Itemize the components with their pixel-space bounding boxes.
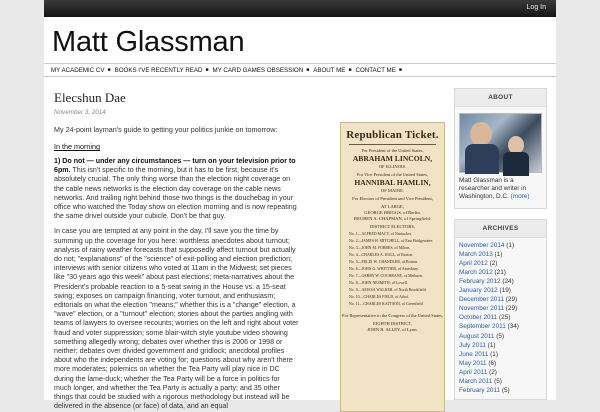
ticket-line: DISTRICT ELECTORS,: [369, 224, 416, 229]
nav-item-academic-cv[interactable]: MY ACADEMIC CV ■: [51, 66, 111, 74]
archive-link[interactable]: April 2011: [459, 368, 488, 376]
ticket-district: No. 9—AMASA WALKER, of North Brookfield.: [349, 288, 427, 292]
archive-link[interactable]: March 2013: [459, 250, 493, 258]
archive-link[interactable]: March 2011: [459, 378, 493, 386]
archive-count: (21): [494, 268, 506, 276]
post-intro: My 24-point layman's guide to getting your politics junkie on tomorrow:: [54, 125, 278, 134]
ticket-district: No. 6—JOHN G. WHITTIER, of Amesbury.: [349, 267, 419, 271]
ticket-district: No. 2—JAMES H. MITCHELL, of East Bridgewater.: [349, 239, 434, 243]
archive-count: (6): [488, 359, 497, 367]
archive-item: [459, 304, 542, 313]
archive-count: (1): [490, 350, 498, 358]
archive-count: (5): [496, 332, 505, 340]
paragraph-lead: 1) Do not — under any circumstances — turn on your television prior to 6pm.: [54, 157, 296, 175]
post-content: [54, 90, 444, 411]
about-description: Matt Glassman is a researcher and writer in Washington, D.C.: [459, 177, 527, 201]
ticket-line: For Vice President of the United States,: [356, 172, 429, 177]
ticket-vp: HANNIBAL HAMLIN,: [354, 178, 431, 187]
nav-item-contact-me[interactable]: CONTACT ME ■: [355, 66, 402, 74]
archive-count: (24): [502, 277, 514, 285]
archive-item: [459, 332, 542, 341]
archive-count: (2): [489, 368, 497, 376]
post-paragraph-2: In case you are tempted at any point in the day, I'll save you the time by summing up the coverage for you here: worthless anecdotes about turnout; analysis of rainy weather forecasts that supposedly affect turnout but actually do not; "explanations" of the "science" of exit-polling and election prediction; interviews with senior citizens who voted at 11am in the Midwest; set pieces like "30 years ago this week" about past elections; meta-narratives about the President's probable reaction to a 5-seat swing in the House vs. a 15-seat swing; exposes on campaign financing, voter turnout, and enthusiasm; editorials on what the election "means;" whether this is a "change" election, a "wave" election, or a "turnout" election; stories about the parties angling with teams of lawyers to oversee recounts; worries on the left and right about voter fraud and voter suppression; some blair-witch style youtube video showing something allegedly wrong; debates over whether this is 2006 or 1998 or neither; debates over divided government and gridlock; anecdotal profiles about who the independents are voting for; questions about why aren't there more moderates; polemics on whether the Tea Party will play nice in DC during the lame-duck; whether the Tea Party will be a force in politics for much longer, and whether the Tea Party is actually a party; and 35 other things that could be studied with a rigorous methodology but instead will be delivered in the absence (or face) of data, and an equal: [54, 227, 299, 411]
ticket-line: OF ILLINOIS.: [378, 164, 407, 169]
archive-item: [459, 368, 542, 377]
archive-count: (1): [506, 241, 515, 249]
archive-item: [459, 277, 542, 286]
ticket-district: No. 7—GERRY W. COCHRANE, of Methuen.: [349, 274, 423, 278]
archive-link[interactable]: November 2011: [459, 305, 504, 313]
archive-count: (25): [499, 314, 511, 322]
archive-count: (29): [505, 296, 518, 304]
archives-title: ARCHIVES: [455, 220, 546, 238]
ticket-district-list: [341, 229, 444, 310]
ticket-line: JOHN B. ALLEY, of Lynn.: [367, 327, 418, 332]
about-widget: [454, 88, 547, 209]
archive-link[interactable]: July 2011: [459, 341, 486, 349]
archive-item: [459, 259, 542, 268]
archive-link[interactable]: March 2012: [459, 268, 493, 276]
archive-count: (34): [507, 323, 519, 331]
ticket-district: No. 1—ALFRED MACY, of Nantucket.: [349, 232, 412, 236]
archives-list: [455, 238, 546, 400]
ticket-president: ABRAHAM LINCOLN,: [352, 154, 433, 163]
archive-item: [459, 341, 542, 350]
ticket-district: No. 5—FELIX W. CHANDLER, of Boston.: [349, 260, 419, 264]
archive-count: (19): [499, 287, 511, 295]
ticket-title: Republican Ticket.: [346, 129, 439, 141]
about-more-link[interactable]: (more): [510, 193, 530, 201]
archive-link[interactable]: April 2012: [459, 259, 488, 267]
ticket-line: For Electors of President and Vice President,: [352, 196, 433, 201]
ticket-rule: [349, 144, 436, 145]
archive-item: [459, 350, 542, 359]
republican-ticket-image: [340, 122, 445, 412]
main-nav: [44, 63, 556, 77]
archive-count: (5): [501, 387, 510, 395]
archive-link[interactable]: June 2011: [459, 350, 489, 358]
about-title: ABOUT: [455, 89, 546, 107]
archives-widget: [454, 219, 547, 401]
archive-item: [459, 322, 542, 331]
archive-link[interactable]: November 2014: [459, 241, 505, 249]
archive-link[interactable]: February 2012: [459, 277, 501, 285]
archive-item: [459, 313, 542, 322]
sidebar: [454, 88, 547, 400]
archive-item: [459, 377, 542, 386]
archive-link[interactable]: February 2011: [459, 387, 501, 395]
nav-item-books[interactable]: BOOKS I'VE RECENTLY READ ■: [114, 66, 209, 74]
post-date: November 3, 2014: [54, 109, 106, 116]
ticket-line: For Representative to the Congress of the United States,: [341, 313, 444, 318]
nav-item-about-me[interactable]: ABOUT ME ■: [313, 66, 352, 74]
archive-item: [459, 295, 542, 304]
nav-bullet-icon: ■: [306, 67, 310, 73]
ticket-line: REUBEN A. CHAPMAN, of Springfield.: [354, 216, 431, 221]
section-heading: In the morning: [54, 142, 100, 151]
nav-item-card-games[interactable]: MY CARD GAMES OBSESSION ■: [212, 66, 310, 74]
archive-item: [459, 241, 542, 250]
archive-item: [459, 386, 542, 395]
login-link[interactable]: Log In: [526, 4, 546, 11]
ticket-district: No. 8—JOHN NESMITH, of Lowell.: [349, 281, 408, 285]
top-bar: [44, 0, 556, 17]
archive-item: [459, 359, 542, 368]
archive-count: (29): [505, 305, 518, 313]
archive-link[interactable]: October 2011: [459, 314, 498, 322]
ticket-district: No. 11—CHARLES KATTSON, of Greenfield.: [349, 302, 424, 306]
ticket-line: EIGHTH DISTRICT,: [373, 321, 412, 326]
ticket-district: No. 3—JOHN M. FORBES, of Milton.: [349, 246, 411, 250]
archive-count: (1): [487, 341, 496, 349]
page-wrapper: [44, 0, 556, 411]
post-paragraph-1: [54, 157, 299, 221]
paragraph-body: This isn't specific to the morning, but it has to be first, because it's absolutely crucial. The only thing worse than the election night coverage on the cable news networks is the election day coverage on the cable news networks. And trailing right behind those two things is the douchebag in your office who watched the Today show on election morning and is now repeating the same drivel outside your cubicle. Don't be that guy.: [54, 166, 297, 221]
archive-item: [459, 250, 542, 259]
ticket-line: OF MAINE.: [380, 188, 405, 193]
post-title[interactable]: Elecshun Dae: [54, 90, 126, 105]
author-photo: [459, 113, 542, 173]
nav-bullet-icon: ■: [107, 67, 111, 73]
archive-item: [459, 286, 542, 295]
archive-count: (1): [494, 250, 503, 258]
archive-item: [459, 268, 542, 277]
ticket-district: No. 10—CHARLES FIELD, of Athol.: [349, 295, 409, 299]
archive-count: (2): [489, 259, 498, 267]
archive-link[interactable]: May 2011: [459, 359, 487, 367]
archive-count: (5): [494, 378, 502, 386]
nav-bullet-icon: ■: [398, 67, 402, 73]
photo-body-adult: [465, 144, 499, 174]
nav-bullet-icon: ■: [348, 67, 352, 73]
archive-link[interactable]: January 2012: [459, 287, 498, 295]
archive-link[interactable]: December 2011: [459, 296, 504, 304]
ticket-line: AT LARGE,: [381, 204, 404, 209]
photo-head-adult: [470, 122, 492, 146]
site-title[interactable]: Matt Glassman: [52, 26, 245, 58]
about-text: [455, 177, 546, 208]
archive-link[interactable]: August 2011: [459, 332, 495, 340]
nav-bullet-icon: ■: [205, 67, 209, 73]
ticket-line: GEORGE BRIGGS, of Berlin.: [364, 210, 421, 215]
photo-body-child: [503, 152, 529, 176]
ticket-line: For President of the United States,: [361, 148, 424, 153]
ticket-district: No. 4—CHARLES A. HALL, of Boston.: [349, 253, 414, 257]
archive-link[interactable]: September 2011: [459, 323, 506, 331]
